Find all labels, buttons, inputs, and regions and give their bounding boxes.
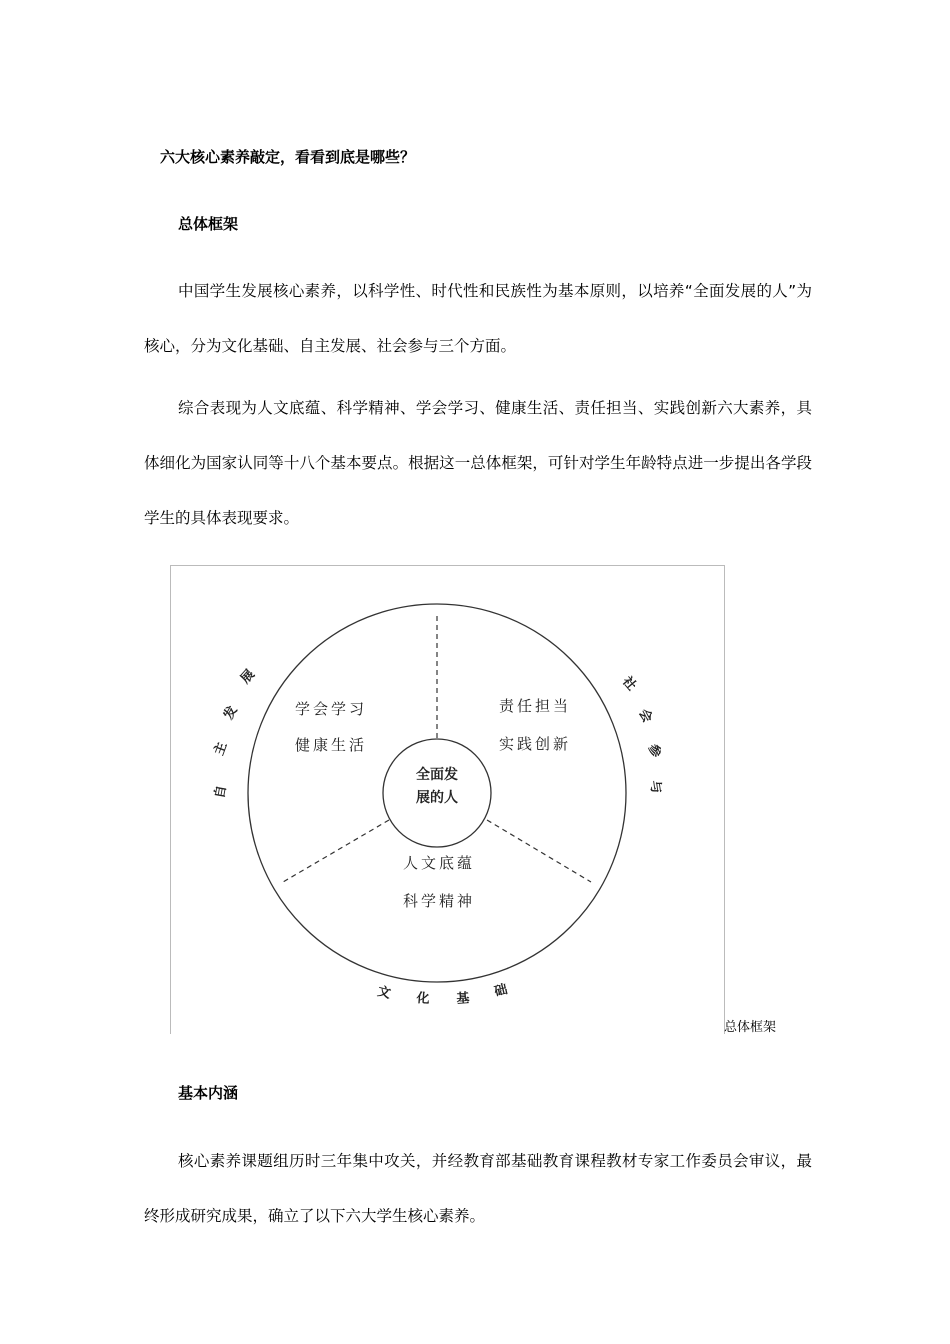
article-title: 六大核心素养敲定，看看到底是哪些？ [160, 148, 416, 166]
outer-label-bottom: 文 [375, 984, 393, 1002]
paragraph: 核心素养课题组历时三年集中攻关，并经教育部基础教育课程教材专家工作委员会审议，最终形成研究成果，确立了以下六大学生核心素养。 [144, 1152, 812, 1225]
outer-label-bottom: 础 [492, 982, 510, 1000]
sector-label-bottom: 人文底蕴 [402, 854, 476, 872]
sector-label-right: 责任担当 [498, 697, 572, 715]
outer-label-bottom: 化 [415, 991, 431, 1007]
center-label-line: 展的人 [416, 790, 458, 806]
section-heading-connotation: 基本内涵 [178, 1084, 239, 1102]
outer-label-right: 社 [619, 674, 639, 694]
paragraph: 中国学生发展核心素养，以科学性、时代性和民族性为基本原则，以培养“全面发展的人”为核心，分为文化基础、自主发展、社会参与三个方面。 [144, 282, 812, 355]
outer-label-left: 展 [238, 667, 258, 687]
outer-label-bottom: 基 [455, 991, 471, 1007]
outer-label-left: 自 [212, 784, 230, 800]
paragraph: 综合表现为人文底蕴、科学精神、学会学习、健康生活、责任担当、实践创新六大素养，具体细化为国家认同等十八个基本要点。根据这一总体框架，可针对学生年龄特点进一步提出各学段学生的具体表现要求。 [144, 399, 812, 527]
sector-label-left: 健康生活 [294, 736, 368, 754]
outer-label-left: 发 [221, 703, 241, 723]
center-label-line: 全面发 [416, 767, 458, 783]
section-heading-framework: 总体框架 [178, 215, 239, 233]
framework-diagram [171, 566, 724, 1034]
framework-figure [170, 565, 725, 1034]
sector-label-right: 实践创新 [498, 735, 572, 753]
outer-label-left: 主 [211, 740, 231, 758]
sector-label-left: 学会学习 [294, 700, 368, 718]
outer-label-right: 会 [635, 706, 655, 726]
figure-caption: 总体框架 [724, 1020, 777, 1035]
divider-left [283, 820, 389, 882]
outer-label-right: 与 [646, 779, 664, 795]
sector-label-bottom: 科学精神 [402, 892, 476, 910]
outer-label-right: 参 [644, 742, 664, 760]
divider-right [487, 820, 591, 882]
